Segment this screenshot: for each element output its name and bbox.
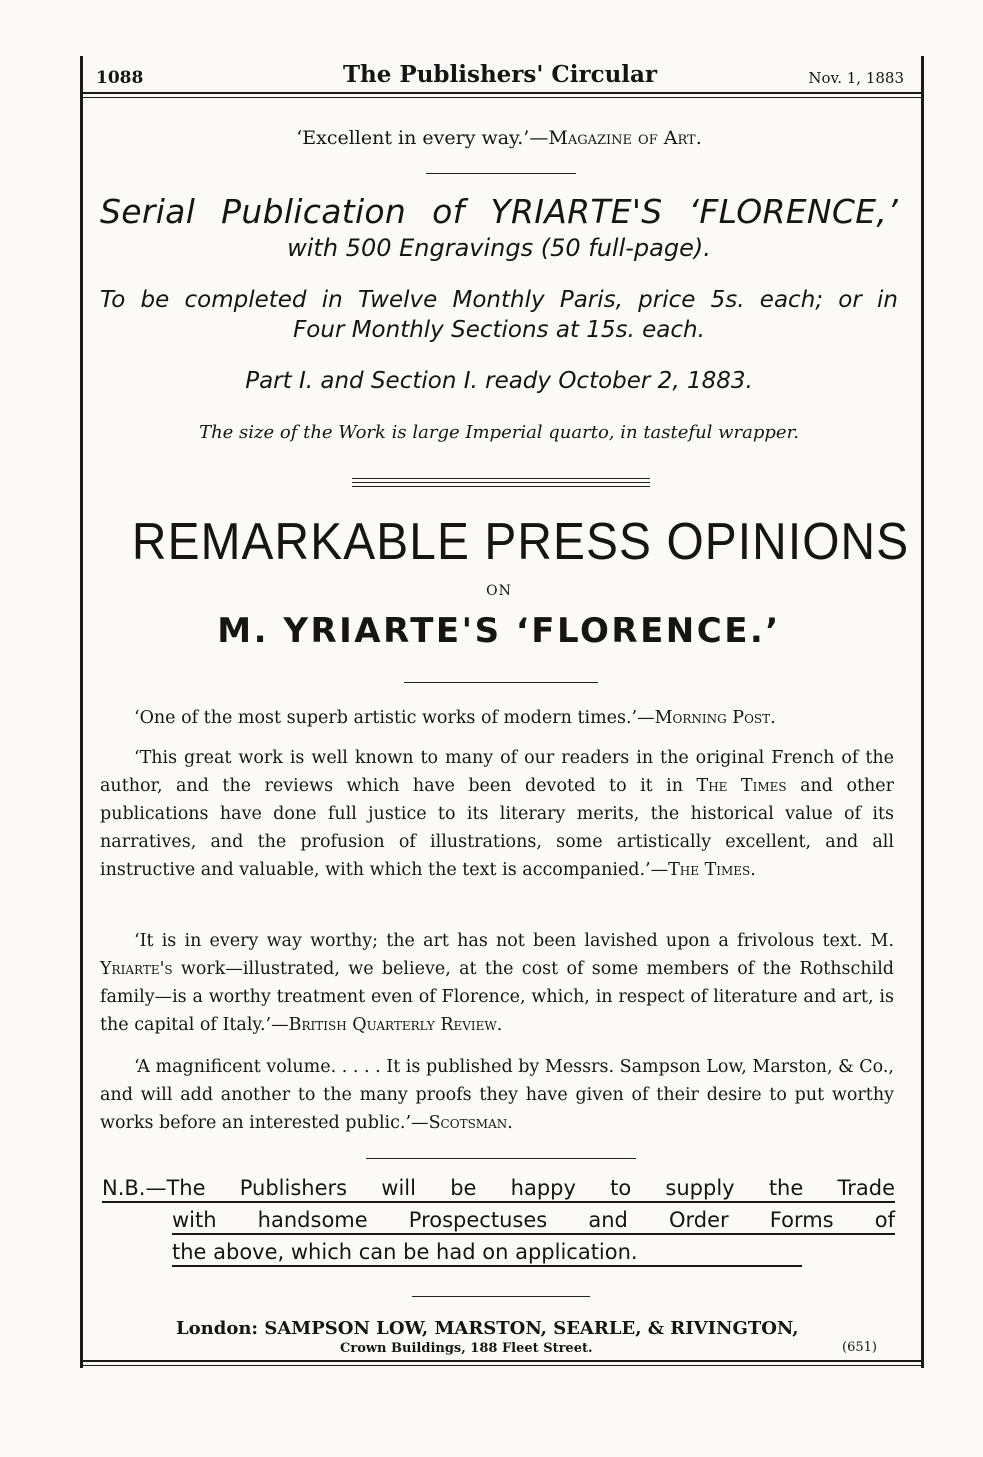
size-note: The size of the Work is large Imperial quarto, in tasteful wrapper. [199,422,799,443]
serial-title: Serial Publication of YRIARTE'S ‘FLORENCE,’ [100,192,898,231]
issue-date: Nov. 1, 1883 [808,69,904,87]
divider-rule [412,1296,590,1297]
praise-quote [100,127,898,149]
quote-emphasis: The Times [696,776,787,796]
quote-source: Scotsman. [428,1113,513,1133]
imprint-publisher: London: SAMPSON LOW, MARSTON, SEARLE, & RIVINGTON, [176,1318,799,1339]
header-rule-thin [80,97,921,98]
imprint-number: (651) [842,1340,877,1355]
header-rule [80,92,921,94]
quote-text: work—illustrated, we believe, at the cost of some members of the Rothschild family—is a worthy treatment even of Florence, which, in respect of literature and art, is the capital of Italy.’— [100,959,894,1035]
quote-morning-post [100,704,894,732]
footer-rule [80,1360,921,1362]
quote-source: Morning Post. [654,708,776,728]
journal-title: The Publishers' Circular [342,61,658,88]
footer-rule-thin [80,1365,921,1366]
quote-the-times [100,744,894,884]
quote-emphasis: Yriarte's [100,959,173,979]
ready-date: Part I. and Section I. ready October 2, 1883. [245,368,753,394]
divider-rule [404,682,598,683]
quote-text: ‘It is in every way worthy; the art has not been lavished upon a frivolous text. M. [134,931,894,951]
quote-scotsman [100,1053,894,1137]
double-divider [352,478,650,490]
page-number: 1088 [96,68,144,88]
quote-british-quarterly [100,927,894,1039]
completion-line-2: Four Monthly Sections at 15s. each. [293,317,705,343]
notice-line-2: with handsome Prospectuses and Order Forms of [172,1208,895,1235]
running-head [96,60,904,90]
quote-source: British Quarterly Review. [288,1015,503,1035]
serial-subtitle: with 500 Engravings (50 full-page). [287,234,711,262]
press-on: ON [486,583,512,599]
notice-line-1: N.B.—The Publishers will be happy to supply the Trade [102,1176,895,1203]
completion-line-1: To be completed in Twelve Monthly Paris, price 5s. each; or in [100,287,898,313]
imprint-address: Crown Buildings, 188 Fleet Street. [340,1341,593,1356]
praise-text: ‘Excellent in every way.’— [296,127,549,149]
divider-rule [426,173,576,174]
quote-text: ‘A magnificent volume. . . . . It is published by Messrs. Sampson Low, Marston, & Co., and will add another to the many proofs they have given of their desire to put worthy works before an interested public.’— [100,1057,894,1133]
praise-source: Magazine of Art. [548,127,702,149]
quote-text: and other publications have done full justice to its literary merits, the historical value of its narratives, and the profusion of illustrations, some artistically excellent, and all instructive and valuable, with which the text is accompanied.’— [100,776,895,880]
notice-line-3: the above, which can be had on application. [172,1240,802,1267]
quote-text: ‘One of the most superb artistic works of modern times.’— [134,708,655,728]
press-heading: REMARKABLE PRESS OPINIONS [131,513,910,571]
press-subject: M. YRIARTE'S ‘FLORENCE.’ [217,611,781,651]
divider-rule [366,1158,636,1159]
quote-source: The Times. [668,860,756,880]
quote-text: ‘This great work is well known to many of our readers in the original French of the author, and the reviews which have been devoted to it in [100,748,894,796]
